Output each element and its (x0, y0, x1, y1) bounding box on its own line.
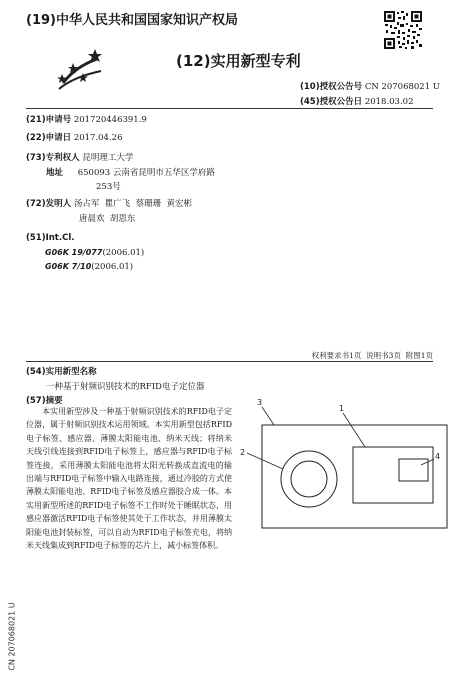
figure-leader-2 (247, 453, 283, 469)
figure-sensor-outer (281, 451, 337, 507)
patentee-row (26, 151, 133, 163)
publication-date: 2018.03.02 (364, 97, 414, 107)
ipc-code: G06K 7/10 (45, 262, 92, 271)
ipc-version: (2006.01) (91, 262, 134, 272)
publication-date-row (300, 95, 413, 107)
figure-leader-3 (262, 407, 274, 425)
utility-model-title-label: (54)实用新型名称 (26, 367, 97, 377)
application-number-label: (21)申请号 (26, 115, 72, 125)
abstract-label: (57)摘要 (26, 396, 63, 406)
ipc-version: (2006.01) (102, 248, 145, 258)
document-type-title: (12)实用新型专利 (176, 52, 301, 70)
application-date: 2017.04.26 (73, 133, 123, 143)
figure-label-1: 1 (339, 404, 345, 413)
utility-model-title: 一种基于射频识别技术的RFID电子定位器 (46, 382, 205, 392)
publication-number-label: (10)授权公告号 (300, 82, 363, 92)
publication-number: CN 207068021 U (364, 82, 440, 92)
page-count-info: 权利要求书1页 说明书3页 附图1页 (311, 351, 433, 360)
ipc-code: G06K 19/077 (45, 248, 103, 257)
address-line-1: 650093 云南省昆明市五华区学府路 (77, 168, 215, 178)
office-header: (19)中华人民共和国国家知识产权局 (26, 13, 238, 28)
address-row (46, 166, 215, 178)
application-date-row (26, 131, 122, 143)
address-line-2: 253号 (96, 182, 121, 192)
application-number: 201720446391.9 (73, 115, 147, 125)
inventors-label: (72)发明人 (26, 199, 72, 209)
inventors-row (26, 197, 192, 209)
figure-sensor-inner (291, 461, 327, 497)
int-cl-label: (51)Int.Cl. (26, 233, 75, 243)
publication-number-row (300, 80, 440, 92)
abstract-figure (235, 395, 450, 530)
patentee-label: (73)专利权人 (26, 153, 80, 163)
patent-office-logo-icon (53, 49, 109, 97)
ipc-row-2 (45, 262, 133, 272)
patentee: 昆明理工大学 (82, 153, 134, 163)
figure-leader-1 (343, 413, 365, 447)
publication-date-label: (45)授权公告日 (300, 97, 363, 107)
figure-label-4: 4 (435, 452, 441, 461)
figure-label-3: 3 (257, 398, 263, 407)
application-date-label: (22)申请日 (26, 133, 72, 143)
ipc-row-1 (45, 248, 144, 258)
side-publication-code: CN 207068021 U (7, 602, 17, 671)
qr-code-icon (383, 10, 423, 50)
figure-rfid-tag (353, 447, 433, 503)
body-divider (26, 361, 433, 362)
abstract-text (26, 405, 232, 552)
figure-solar-cell (399, 459, 428, 481)
abstract-paragraph: 本实用新型涉及一种基于射频识别技术的RFID电子定位器，属于射频识别技术运用领域。本实用新型包括RFID电子标签、感应器、薄膜太阳能电池、纳米天线；将纳米天线引线连接到RFID电子标签上，感应器与RFID电子标签连接，采用薄膜太阳能电池将太阳光转换成直流电的输出端与RFID电子标签中输入电路连接，通过冷胶的方式使薄膜太阳能电池、RFID电子标签及感应器胶合成一体。本实用新型所述的RFID电子标签不工作时处于睡眠状态，用感应器激活RFID电子标签使其处于工作状态，并用薄膜太阳能电池封装标签，可以自动为RFID电子标签充电，将纳米天线集成到RFID电子标签的芯片上，减小标签体积。 (26, 407, 232, 551)
application-number-row (26, 113, 147, 125)
figure-housing (262, 425, 447, 528)
header-divider (26, 108, 433, 109)
figure-label-2: 2 (240, 448, 246, 457)
address-label: 地址 (46, 168, 64, 178)
inventors-line-1: 汤占军 瞿广飞 蔡珊珊 黄宏彬 (73, 199, 193, 209)
inventors-line-2: 唐晨欢 胡恩东 (79, 214, 136, 224)
